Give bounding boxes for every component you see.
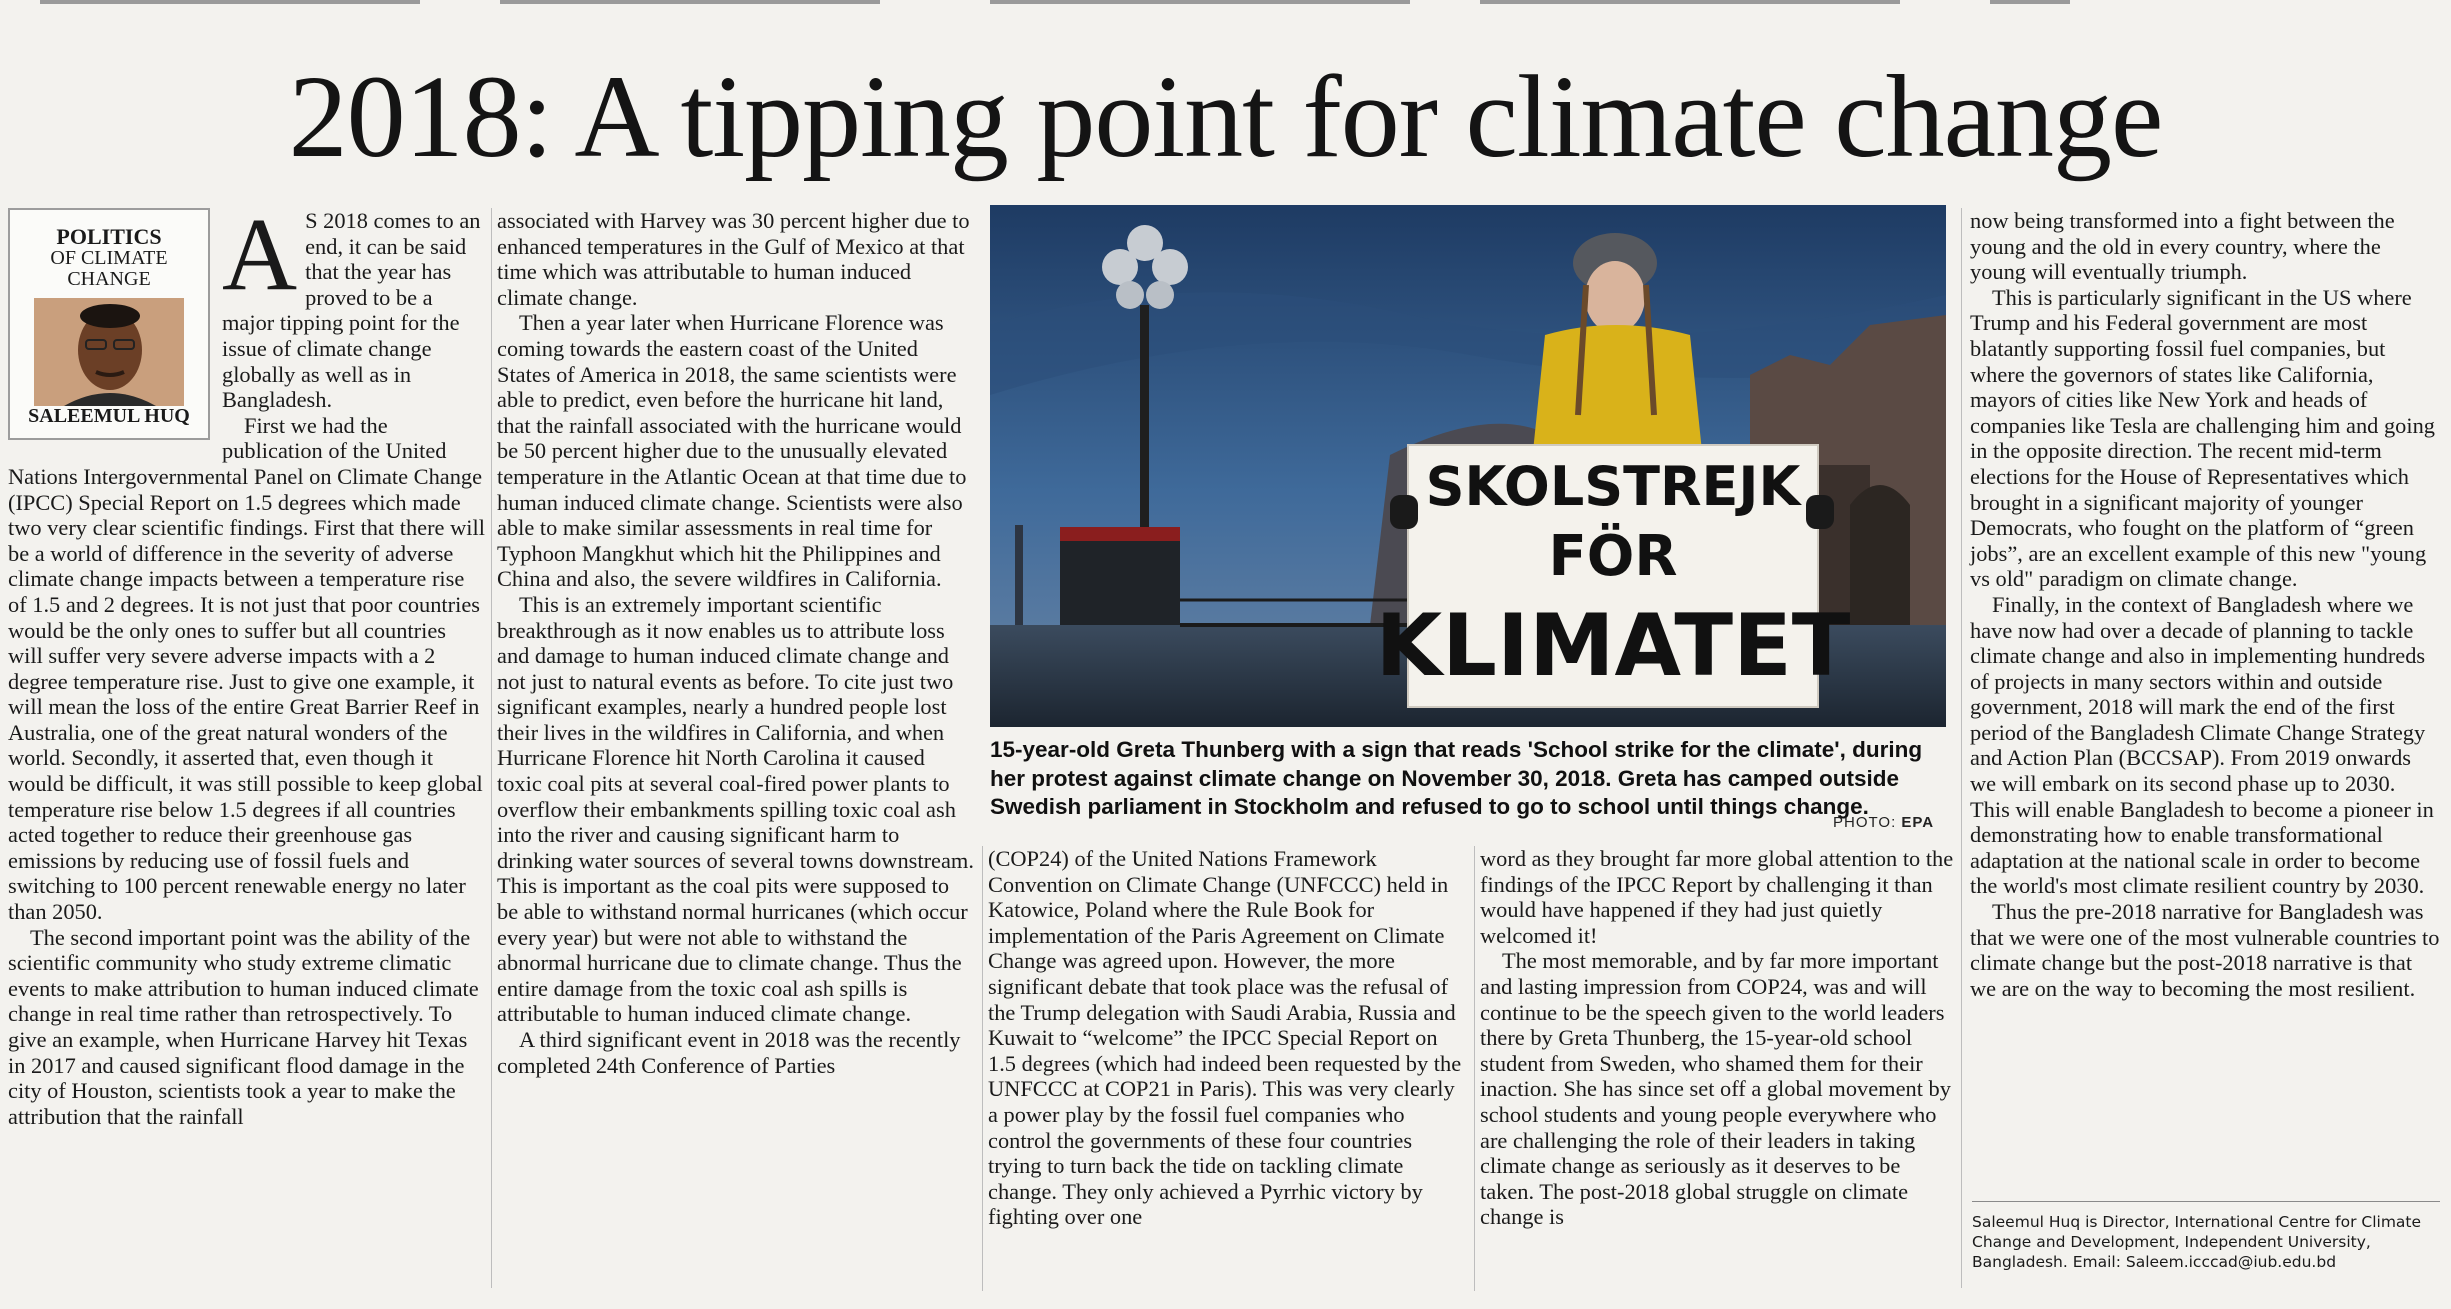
paragraph: associated with Harvey was 30 percent higher due to enhanced temperatures in the Gulf of Mexico at that time which was attributable to human induced climate change. [497, 208, 970, 310]
photo-credit [1833, 814, 1934, 831]
paragraph: The most memorable, and by far more important and lasting impression from COP24, was and will continue to be the speech given to the world leaders there by Greta Thunberg, the 15-year-old school student from Sweden, who shamed them for their inaction. She has since set off a global movement by school students and young people everywhere who are challenging the role of their leaders in taking climate change as seriously as it deserves to be taken. The post-2018 global struggle on climate change is [1480, 948, 1951, 1230]
column-rule [491, 208, 492, 1288]
paragraph: Finally, in the context of Bangladesh where we have now had over a decade of planning to tackle climate change and also in implementing hundreds of projects in many sectors within and outside government, 2018 will mark the end of the first period of the Bangladesh Climate Change Strategy and Action Plan (BCCSAP). From 2019 onwards we will embark on its second phase up to 2030. This will enable Bangladesh to become a pioneer in demonstrating how to enable transformational adaptation at the national scale in order to become the world's most climate resilient country by 2030. [1970, 591, 2434, 899]
paragraph: This is particularly significant in the US where Trump and his Federal government are most blatantly supporting fossil fuel companies, but where the governors of states like California, mayors of cities like New York and heads of companies like Tesla are challenging him and going in the opposite direction. The recent mid-term elections for the House of Representatives which brought in a significant majority of younger Democrats, who fought on the platform of “green jobs”, are an excellent example of this new "young vs old" paradigm on climate change. [1970, 284, 2435, 592]
author-name: SALEEMUL HUQ [28, 405, 190, 428]
article-column-1 [8, 197, 486, 1293]
column-label: POLITICS [56, 224, 162, 249]
paragraph: now being transformed into a fight between the young and the old in every country, where the young will eventually triumph. [1970, 208, 2395, 285]
sign-text-line2: FÖR [1548, 524, 1678, 589]
headline: 2018: A tipping point for climate change [288, 51, 2163, 182]
paragraph: The second important point was the ability of the scientific community who study extreme climatic events to make attribution to human induced climate change in real time rather than retrospectively. To give an example, when Hurricane Harvey hit Texas in 2017 and caused significant flood damage in the city of Houston, scientists took a year to make the attribution that the rainfall [8, 924, 479, 1129]
sign-text-line1: SKOLSTREJK [1425, 455, 1801, 518]
paragraph: word as they brought far more global attention to the findings of the IPCC Report by challenging it than would have happened if they had just quietly welcomed it! [1480, 846, 1954, 948]
article-column-5 [1970, 208, 2440, 1208]
previous-page-text-strip [0, 0, 2451, 7]
news-photo [990, 205, 1946, 727]
paragraph: This is an extremely important scientific breakthrough as it now enables us to attribute loss and damage to human induced climate change and not just to natural events as before. To cite just two significant examples, nearly a hundred people lost their lives in the wildfires in California, and when Hurricane Florence hit North Carolina it caused toxic coal pits at several coal-fired power plants to overflow their embankments spilling toxic coal ash into the river and causing significant harm to drinking water sources of several towns downstream. This is important as the coal pits were supposed to be able to withstand normal hurricanes (which occur every year) but were not able to withstand the abnormal hurricane due to climate change. Thus the entire damage from the toxic coal ash spills is attributable to human induced climate change. [497, 591, 974, 1027]
author-bio: Saleemul Huq is Director, International Centre for Climate Change and Development, Independent University, Bangladesh. Email: Saleem.icccad@iub.edu.bd [1972, 1213, 2422, 1271]
paragraph: A third significant event in 2018 was the recently completed 24th Conference of Parties [497, 1027, 961, 1078]
paragraph: (COP24) of the United Nations Framework Convention on Climate Change (UNFCCC) held in Katowice, Poland where the Rule Book for implementation of the Paris Agreement on Climate Change was agreed upon. However, the more significant debate that took place was the refusal of the Trump delegation with Saudi Arabia, Russia and Kuwait to “welcome” the IPCC Special Report on 1.5 degrees (which had indeed been requested by the UNFCCC at COP21 in Paris). This was very clearly a power play by the fossil fuel companies who control the governments of these four countries trying to turn back the tide on tackling climate change. They only achieved a Pyrrhic victory by fighting over one [988, 846, 1462, 1230]
sign-text-line3: KLIMATET [1375, 596, 1851, 696]
bio-divider [1972, 1201, 2440, 1202]
photo-credit-label: PHOTO: [1833, 814, 1897, 831]
paragraph: Then a year later when Hurricane Florence was coming towards the eastern coast of the United States of America in 2018, the same scientists were able to predict, even before the hurricane hit land, that the rainfall associated with the hurricane would be 50 percent higher due to the unusually elevated temperature in the Atlantic Ocean at that time due to human induced climate change. Scientists were also able to make similar assessments in real time for Typhoon Mangkhut which hit the Philippines and China and also, the severe wildfires in California. [497, 310, 967, 592]
drop-cap: A [222, 197, 298, 312]
column-rule [1474, 846, 1475, 1291]
paragraph: S 2018 comes to an end, it can be said that the year has proved to be a major tipping point for the issue of climate change globally as well as in Bangladesh. [222, 208, 481, 413]
column-logo-box [8, 208, 210, 440]
author-portrait [34, 298, 184, 406]
article-column-4 [1480, 846, 1958, 1296]
article-column-3 [988, 846, 1466, 1296]
photo-caption: 15-year-old Greta Thunberg with a sign that reads 'School strike for the climate', during her protest against climate change on November 30, 2018. Greta has camped outside Swedish parliament in Stockholm and refused to go to school until things change. [990, 737, 1923, 819]
paragraph: First we had the publication of the United Nations Intergovernmental Panel on Climate Change (IPCC) Special Report on 1.5 degrees which made two very clear scientific findings. First that there will be a world of difference in the severity of adverse climate change impacts between a temperature rise of 1.5 and 2 degrees. It is not just that poor countries would be the only ones to suffer but all countries will suffer very severe adverse impacts with a 2 degree temperature rise. Just to give one example, it will mean the loss of the entire Great Barrier Reef in Australia, one of the great natural wonders of the world. Secondly, it asserted that, even though it would be difficult, it was still possible to keep global temperature rise below 1.5 degrees if all countries acted together to reduce their greenhouse gas emissions by reducing use of fossil fuels and switching to 100 percent renewable energy no later than 2050. [8, 412, 485, 925]
paragraph: Thus the pre-2018 narrative for Bangladesh was that we were one of the most vulnerable countries to climate change but the post-2018 narrative is that we are on the way to becoming the most resilient. [1970, 899, 2440, 1001]
photo-credit-agency: EPA [1901, 814, 1935, 831]
column-rule [1961, 208, 1962, 1288]
article-column-2 [497, 208, 975, 1293]
column-label-line3: CHANGE [67, 268, 151, 290]
column-label-line2: OF CLIMATE [50, 247, 168, 269]
column-rule [982, 846, 983, 1291]
